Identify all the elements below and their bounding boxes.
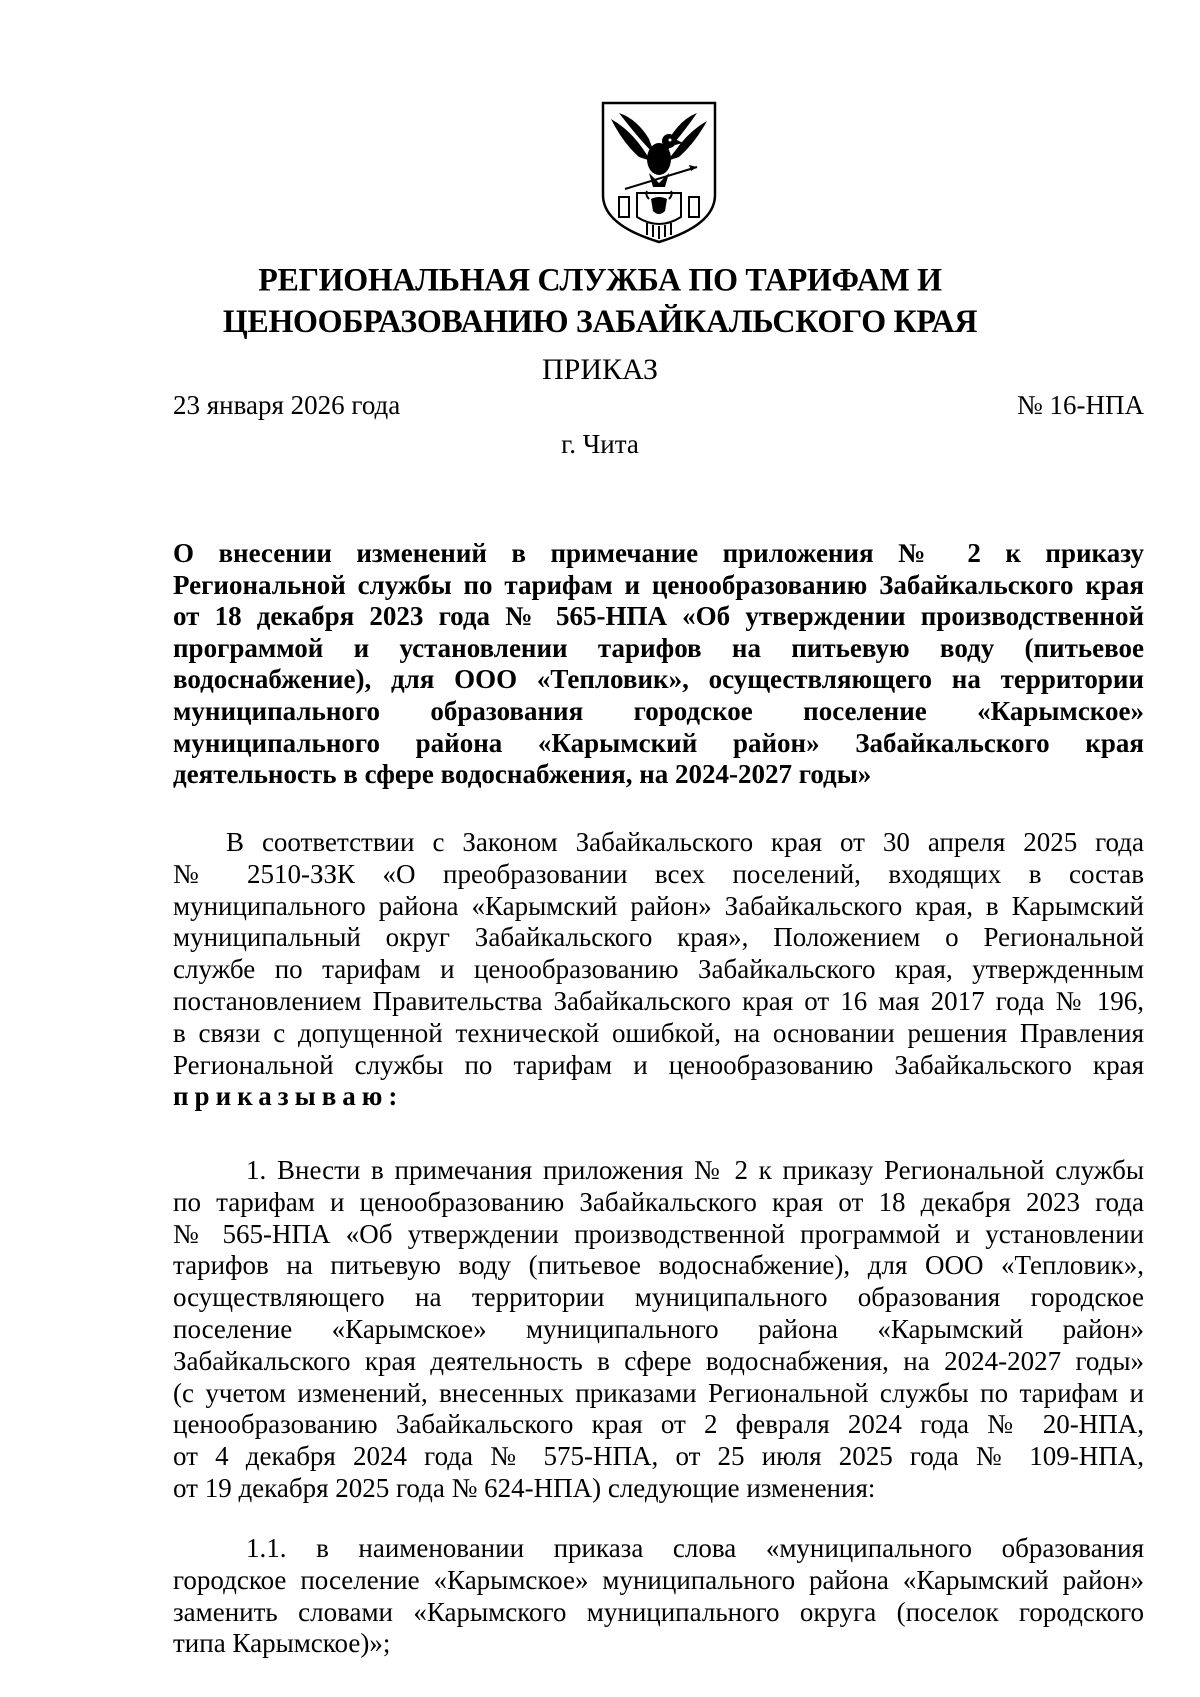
preamble-line: В соответствии с Законом Забайкальского края от 30 апреля 2025 года bbox=[226, 827, 1144, 857]
preamble-line: № 2510-ЗЗК «О преобразовании всех поселений, входящих в состав bbox=[173, 858, 1144, 889]
subject-line: муниципального района «Карымский район» Забайкальского края bbox=[173, 727, 1144, 758]
item-1-line: от 4 декабря 2024 года № 575-НПА, от 25 июля 2025 года № 109-НПА, bbox=[173, 1441, 1144, 1472]
order-date: 23 января 2026 года bbox=[173, 390, 401, 420]
item-1-line: поселение «Карымское» муниципального района «Карымский район» bbox=[173, 1313, 1144, 1344]
preamble-line: Региональной службы по тарифам и ценообразованию Забайкальского края bbox=[173, 1049, 1144, 1080]
preamble-line: муниципальный округ Забайкальского края», Положением о Региональной bbox=[173, 922, 1144, 953]
item-1-paragraph bbox=[173, 1155, 1144, 1505]
subject-line: Региональной службы по тарифам и ценообразованию Забайкальского края bbox=[173, 569, 1144, 600]
organization-title bbox=[150, 258, 1050, 341]
item-1-line: № 565-НПА «Об утверждении производственной программой и установлении bbox=[173, 1218, 1144, 1249]
item-1-1-paragraph bbox=[173, 1533, 1144, 1660]
order-number: № 16-НПА bbox=[1017, 390, 1144, 420]
organization-title-line-1: РЕГИОНАЛЬНАЯ СЛУЖБА ПО ТАРИФАМ И bbox=[258, 260, 942, 298]
preamble-line: постановлением Правительства Забайкальского края от 16 мая 2017 года № 196, bbox=[173, 985, 1144, 1016]
preamble-line: службе по тарифам и ценообразованию Забайкальского края, утвержденным bbox=[173, 954, 1144, 985]
item-1-1-line: 1.1. в наименовании приказа слова «муниципального образования bbox=[246, 1533, 1144, 1563]
preamble-line: муниципального района «Карымский район» Забайкальского края, в Карымский bbox=[173, 890, 1144, 921]
organization-title-line-2: ЦЕНООБРАЗОВАНИЮ ЗАБАЙКАЛЬСКОГО КРАЯ bbox=[222, 302, 978, 340]
item-1-line: ценообразованию Забайкальского края от 2 февраля 2024 года № 20-НПА, bbox=[173, 1409, 1144, 1440]
item-1-line: по тарифам и ценообразованию Забайкальского края от 18 декабря 2023 года bbox=[173, 1186, 1144, 1217]
preamble-paragraph bbox=[173, 827, 1144, 1113]
order-subject bbox=[173, 538, 1144, 791]
document-type: ПРИКАЗ bbox=[542, 353, 658, 386]
item-1-line: осуществляющего на территории муниципального образования городское bbox=[173, 1282, 1144, 1313]
item-1-line: от 19 декабря 2025 года № 624-НПА) следующие изменения: bbox=[173, 1472, 876, 1503]
order-verb: приказываю: bbox=[173, 1081, 404, 1112]
subject-line: муниципального образования городское поселение «Карымское» bbox=[173, 695, 1144, 726]
item-1-1-line: заменить словами «Карымского муниципального округа (поселок городского bbox=[173, 1596, 1144, 1627]
subject-line: О внесении изменений в примечание приложения № 2 к приказу bbox=[173, 538, 1144, 568]
item-1-line: тарифов на питьевую воду (питьевое водоснабжение), для ООО «Тепловик», bbox=[173, 1250, 1144, 1281]
item-1-line: Забайкальского края деятельность в сфере водоснабжения, на 2024-2027 годы» bbox=[173, 1345, 1144, 1376]
item-1-line: 1. Внести в примечания приложения № 2 к приказу Региональной службы bbox=[246, 1155, 1144, 1185]
subject-line: от 18 декабря 2023 года № 565-НПА «Об утверждении производственной bbox=[173, 601, 1144, 632]
subject-line: водоснабжение), для ООО «Тепловик», осуществляющего на территории bbox=[173, 664, 1144, 695]
subject-line: деятельность в сфере водоснабжения, на 2024-2027 годы» bbox=[173, 759, 872, 790]
item-1-1-line: типа Карымское)»; bbox=[173, 1628, 391, 1659]
item-1-1-line: городское поселение «Карымское» муниципального района «Карымский район» bbox=[173, 1564, 1144, 1595]
order-city: г. Чита bbox=[561, 429, 639, 459]
preamble-line: в связи с допущенной технической ошибкой, на основании решения Правления bbox=[173, 1017, 1144, 1048]
item-1-line: (с учетом изменений, внесенных приказами Региональной службы по тарифам и bbox=[173, 1377, 1144, 1408]
coat-of-arms-emblem bbox=[599, 99, 719, 246]
subject-line: программой и установлении тарифов на питьевую воду (питьевое bbox=[173, 632, 1144, 663]
